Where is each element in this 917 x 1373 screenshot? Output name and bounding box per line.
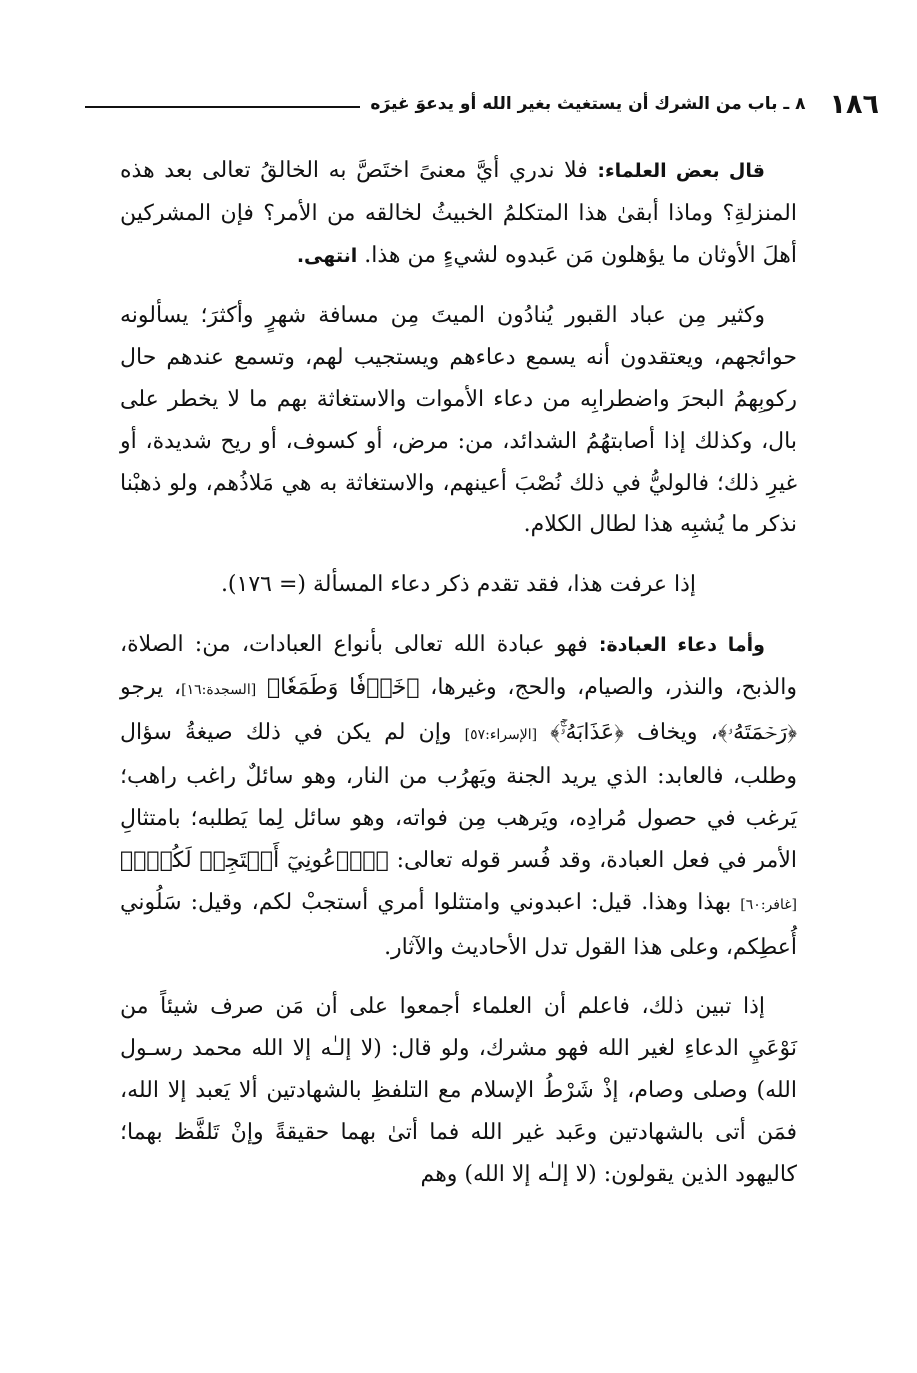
- paragraph-text: فلا ندري أيَّ معنىً اختَصَّ به الخالقُ تعالى بعد هذه المنزلةِ؟ وماذا أبقىٰ هذا المتكلمُ الخبيثُ لخالقه من الأمر؟ فإن المشركين أهلَ الأوثان ما يؤهلون مَن عَبدوه لشيءٍ من هذا.: [120, 158, 797, 268]
- paragraph-gap: [120, 968, 797, 986]
- paragraph-gap: [120, 277, 797, 295]
- paragraph-scholar-quote: [120, 150, 797, 277]
- lead-phrase: قال بعض العلماء:: [597, 160, 765, 182]
- paragraph-grave-worshippers: [120, 295, 797, 546]
- paragraph-scholarly-consensus: [120, 986, 797, 1195]
- paragraph-text: فهو عبادة الله تعالى بأنواع العبادات، من: الصلاة، والذبح، والنذر، والصيام، والحج، وغيرها، ﴿خَوۡفٗا وَطَمَعٗا﴾: [120, 631, 797, 700]
- paragraph-gap: [120, 546, 797, 564]
- page-body: [120, 150, 797, 1195]
- paragraph-text: وكثير مِن عباد القبور يُنادُون الميتَ مِن مسافة شهرٍ وأكثرَ؛ يسألونه حوائجهم، ويعتقدون أنه يسمع دعاءهم ويستجيب لهم، وتسمع عندهم حال ركوبِهمُ البحرَ واضطرابِه من دعاء الأموات والاستغاثة بهم ما لا يخطر على بال، وكذلك إذا أصابتهُمُ الشدائد، من: مرض، أو كسوف، أو ريح شديدة، أو غيرِ ذلك؛ فالوليُّ في ذلك نُصْبَ أعينهم، والاستغاثة به هي مَلاذُهم، ولو ذهبْنا نذكر ما يُشبِه هذا لطال الكلام.: [120, 303, 797, 538]
- paragraph-gap: [120, 606, 797, 624]
- paragraph-text: وإن لم يكن في ذلك صيغةُ سؤال وطلب، فالعابد: الذي يريد الجنة ويَهرُب من النار، وهو سائلٌ راغب راهب؛ يَرغب في حصول مُرادِه، ويَرهب مِن فواته، وهو سائل لِما يَطلبه؛ بامتثالِ الأمر في فعل العبادة، وقد فُسر قوله تعالى: ﴿ٱدۡعُونِيٓ أَسۡتَجِبۡ لَكُمۡۚ﴾: [120, 719, 797, 873]
- chapter-title: ٨ ـ باب من الشرك أن يستغيث بغير الله أو يدعوَ غيرَه: [370, 94, 806, 114]
- lead-phrase: وأما دعاء العبادة:: [598, 633, 765, 656]
- paragraph-text: ، يرجو ﴿رَحۡمَتَهُۥ﴾، ويخاف ﴿عَذَابَهُۥٓۚ﴾: [120, 674, 798, 745]
- page-number: ١٨٦: [829, 88, 879, 120]
- quran-reference: [السجدة:١٦]: [181, 681, 257, 698]
- paragraph-text: إذا عرفت هذا، فقد تقدم ذكر دعاء المسألة (= ١٧٦).: [220, 572, 697, 598]
- paragraph-text: بهذا وهذا. قيل: اعبدوني وامتثلوا أمري أستجبْ لكم، وقيل: سَلُوني أُعطِكم، وعلى هذا القول تدل الأحاديث والآثار.: [120, 889, 797, 960]
- header-rule: [85, 106, 360, 108]
- paragraph-worship-supplication: [120, 624, 797, 968]
- quran-reference: [الإسراء:٥٧]: [464, 726, 538, 743]
- running-header: [85, 84, 879, 124]
- quran-reference: [غافر:٦٠]: [740, 896, 797, 913]
- end-marker: انتهى.: [296, 244, 358, 267]
- paragraph-cross-reference: [120, 564, 797, 606]
- paragraph-text: إذا تبين ذلك، فاعلم أن العلماء أجمعوا على أن مَن صرف شيئاً من نَوْعَيِ الدعاءِ لغير الله فهو مشرك، ولو قال: (لا إلـٰه إلا الله محمد رسـول الله) وصلى وصام، إذْ شَرْطُ الإسلام مع التلفظِ بالشهادتين ألا يَعبد إلا الله، فمَن أتى بالشهادتين وعَبد غير الله فما أتىٰ بهما حقيقةً وإنْ تَلفَّظ بهما؛ كاليهود الذين يقولون: (لا إلـٰه إلا الله) وهم: [120, 994, 797, 1187]
